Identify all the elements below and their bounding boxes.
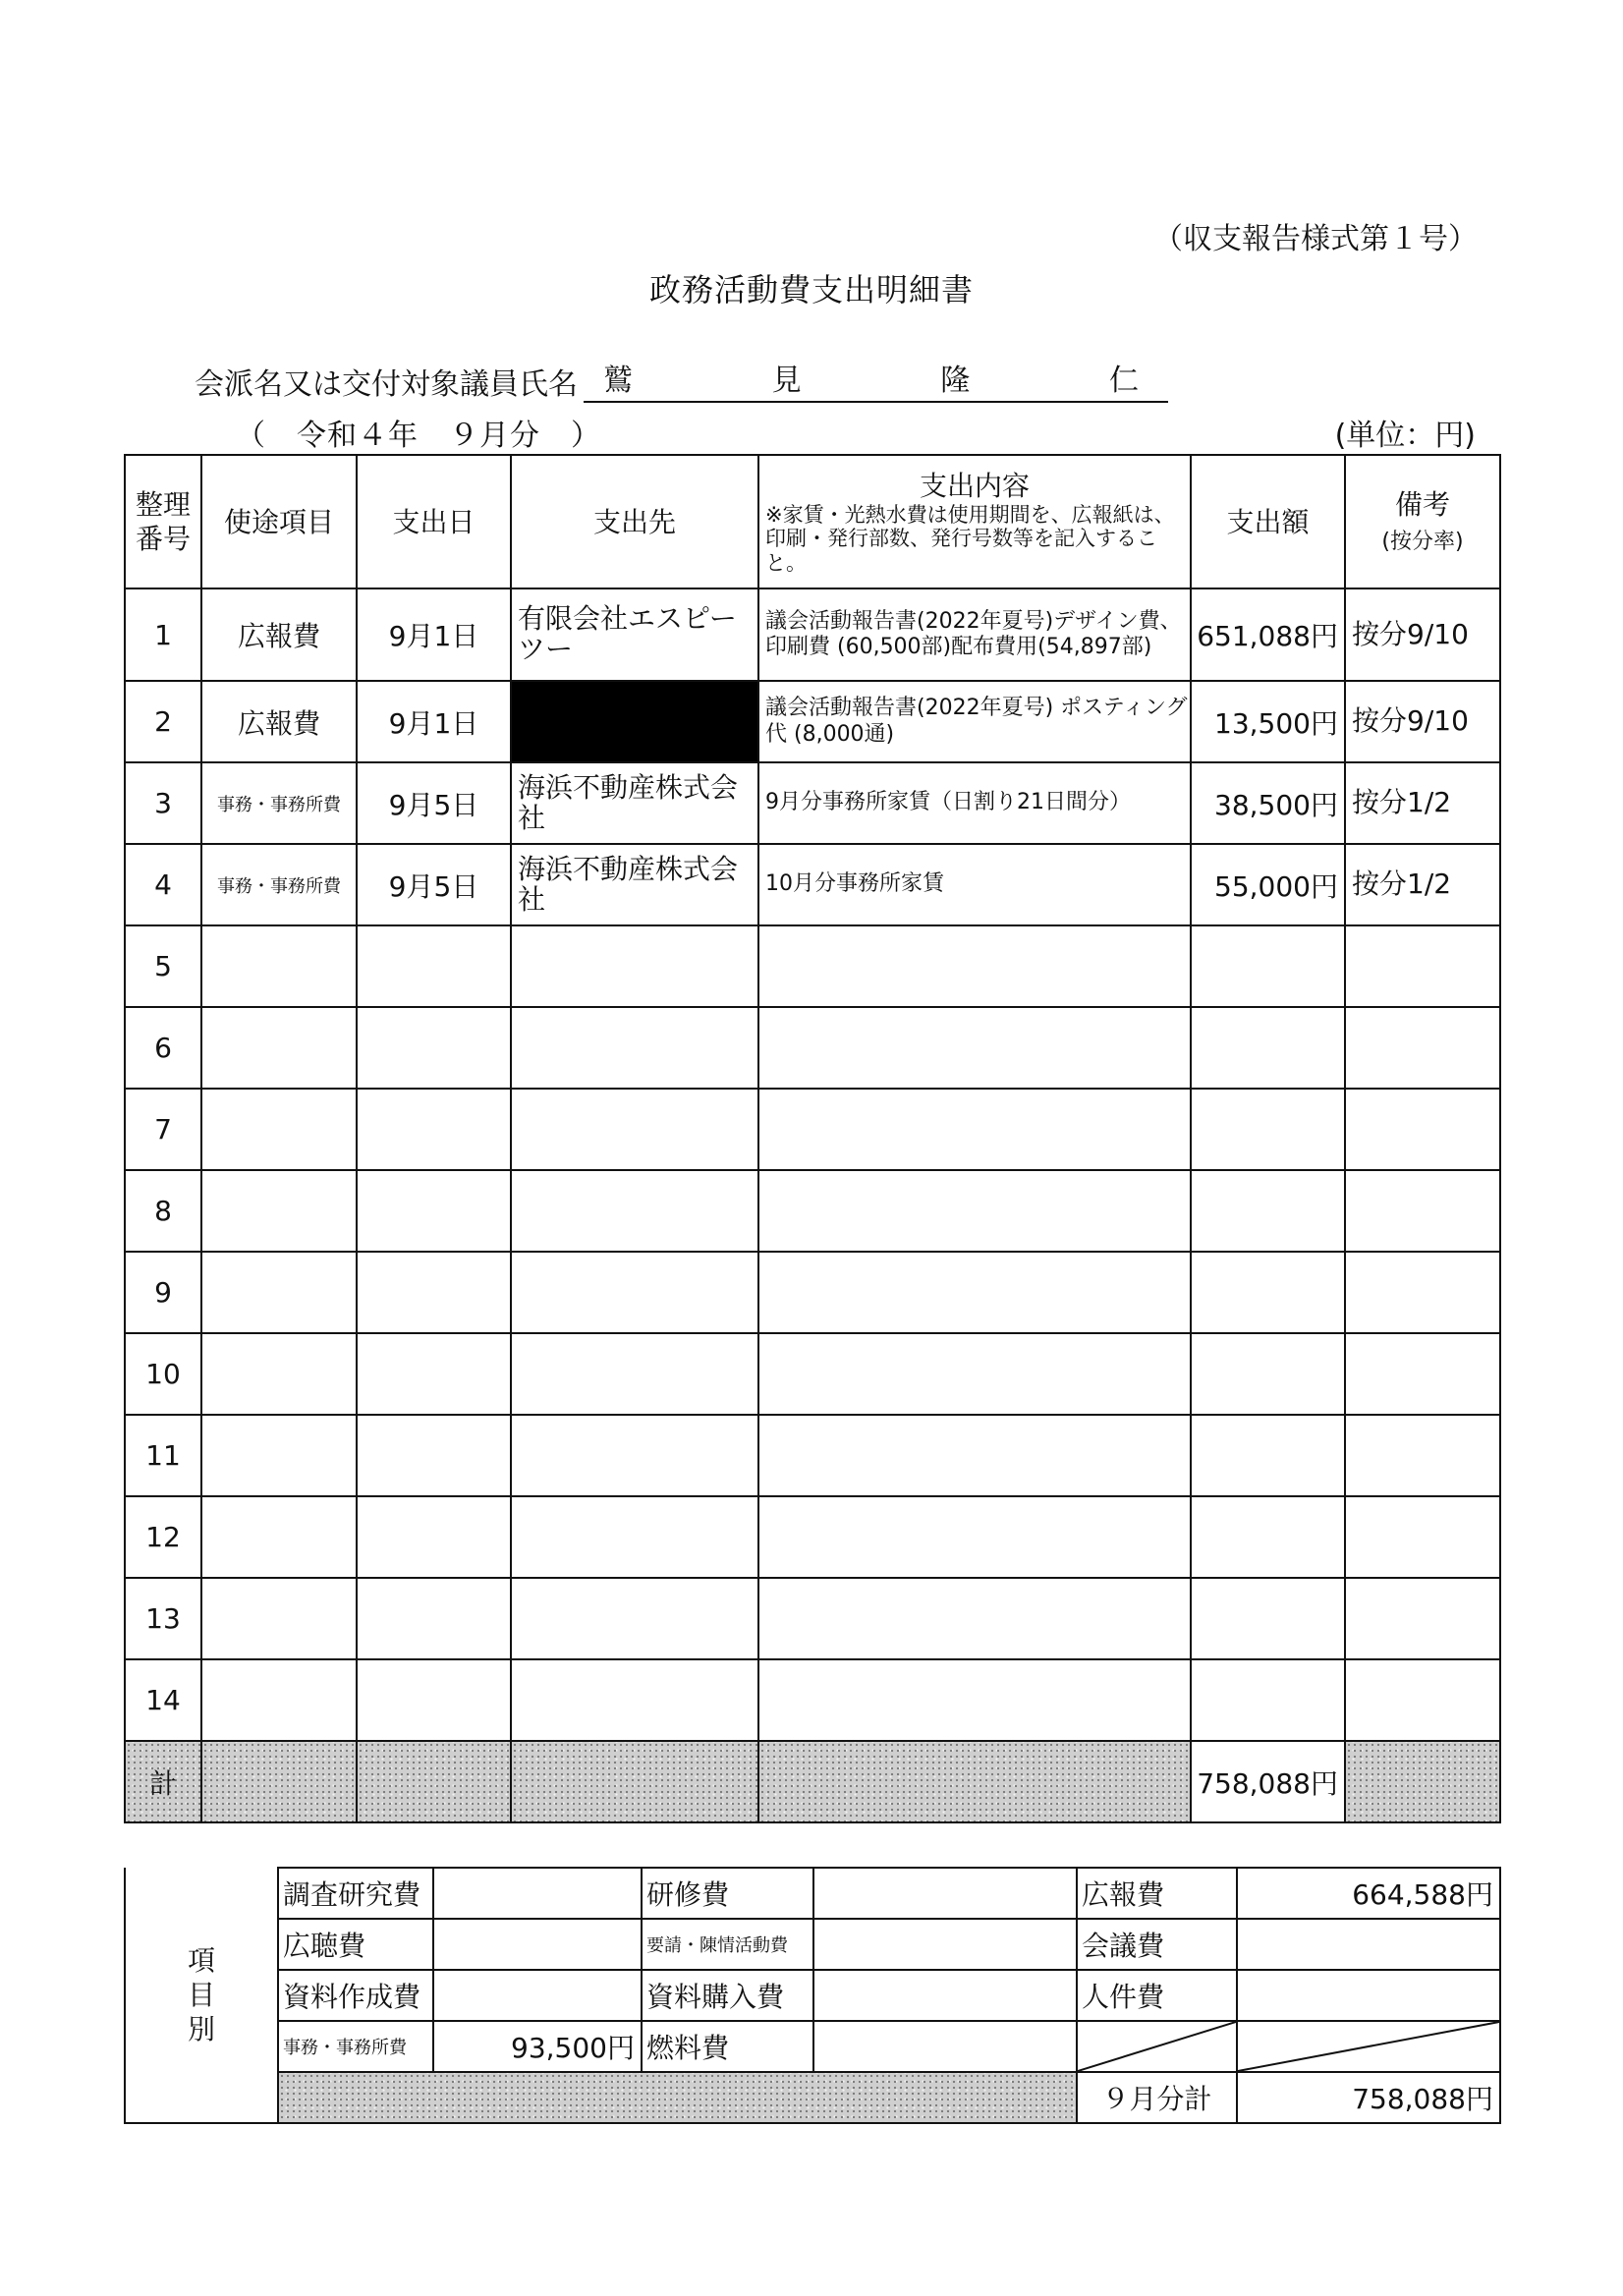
row-amount: 55,000円 <box>1191 844 1345 925</box>
header-amount: 支出額 <box>1191 455 1345 588</box>
row-no: 3 <box>125 762 201 844</box>
summary-pr-value: 664,588円 <box>1237 1868 1500 1919</box>
reporting-period: （ 令和４年 ９月分 ） <box>236 419 601 453</box>
header-content-note: ※家賃・光熱水費は使用期間を、広報紙は、印刷・発行部数、発行号数等を記入すること。 <box>765 503 1175 575</box>
unit-label: (単位：円) <box>1334 419 1476 453</box>
summary-petition-label: 要請・陳情活動費 <box>642 1919 813 1970</box>
summary-materials-make-value <box>433 1970 642 2021</box>
table-row <box>125 1252 1500 1333</box>
row-remarks: 按分1/2 <box>1345 762 1500 844</box>
table-row <box>125 1415 1500 1496</box>
summary-meeting-label: 会議費 <box>1077 1919 1237 1970</box>
row-no: 5 <box>125 925 201 1007</box>
page-title: 政務活動費支出明細書 <box>648 271 974 308</box>
summary-office-label: 事務・事務所費 <box>278 2021 433 2072</box>
summary-materials-buy-label: 資料購入費 <box>642 1970 813 2021</box>
summary-fuel-label: 燃料費 <box>642 2021 813 2072</box>
summary-meeting-value <box>1237 1919 1500 1970</box>
row-amount: 13,500円 <box>1191 681 1345 762</box>
total-label: 計 <box>125 1741 201 1822</box>
table-header-row <box>125 455 1500 588</box>
row-no: 7 <box>125 1089 201 1170</box>
member-name-char: 鷲 <box>603 364 633 398</box>
row-category: 広報費 <box>201 681 357 762</box>
table-row <box>125 588 1500 681</box>
summary-shaded-area <box>278 2072 1077 2123</box>
row-no: 11 <box>125 1415 201 1496</box>
row-no: 12 <box>125 1496 201 1578</box>
row-content: 10月分事務所家賃 <box>758 844 1191 925</box>
header-no: 整理 番号 <box>125 455 201 588</box>
table-row <box>125 1007 1500 1089</box>
row-payee: 海浜不動産株式会社 <box>511 844 758 925</box>
header-remarks: 備考 (按分率) <box>1345 455 1500 588</box>
summary-training-value <box>813 1868 1077 1919</box>
row-date: 9月5日 <box>357 762 511 844</box>
row-no: 6 <box>125 1007 201 1089</box>
member-name <box>584 356 1168 403</box>
header-content-title: 支出内容 <box>919 470 1030 503</box>
summary-hearing-value <box>433 1919 642 1970</box>
header-date: 支出日 <box>357 455 511 588</box>
summary-materials-make-label: 資料作成費 <box>278 1970 433 2021</box>
row-no: 1 <box>125 588 201 681</box>
row-payee: 海浜不動産株式会社 <box>511 762 758 844</box>
row-no: 4 <box>125 844 201 925</box>
row-date: 9月5日 <box>357 844 511 925</box>
row-category: 事務・事務所費 <box>201 844 357 925</box>
row-no: 13 <box>125 1578 201 1659</box>
member-name-row <box>195 356 1168 403</box>
expense-table <box>124 454 1501 1823</box>
row-no: 2 <box>125 681 201 762</box>
summary-blank-diagonal <box>1237 2021 1500 2072</box>
summary-by-category <box>124 1867 1501 2124</box>
row-payee-redacted <box>511 681 758 762</box>
table-row <box>125 1089 1500 1170</box>
summary-personnel-label: 人件費 <box>1077 1970 1237 2021</box>
summary-blank-diagonal <box>1077 2021 1237 2072</box>
summary-training-label: 研修費 <box>642 1868 813 1919</box>
row-date: 9月1日 <box>357 681 511 762</box>
row-category: 広報費 <box>201 588 357 681</box>
row-content: 議会活動報告書(2022年夏号) ポスティング代 (8,000通) <box>758 681 1191 762</box>
table-row <box>125 1170 1500 1252</box>
row-no: 10 <box>125 1333 201 1415</box>
row-remarks: 按分9/10 <box>1345 681 1500 762</box>
table-row <box>125 1578 1500 1659</box>
row-category: 事務・事務所費 <box>201 762 357 844</box>
member-label: 会派名又は交付対象議員氏名 <box>195 367 578 402</box>
summary-office-value: 93,500円 <box>433 2021 642 2072</box>
header-category: 使途項目 <box>201 455 357 588</box>
summary-research-label: 調査研究費 <box>278 1868 433 1919</box>
row-remarks: 按分1/2 <box>1345 844 1500 925</box>
summary-month-total-label: ９月分計 <box>1077 2072 1237 2123</box>
summary-research-value <box>433 1868 642 1919</box>
row-no: 9 <box>125 1252 201 1333</box>
table-row <box>125 1496 1500 1578</box>
row-content: 議会活動報告書(2022年夏号)デザイン費、印刷費 (60,500部)配布費用(54,897部) <box>758 588 1191 681</box>
summary-month-total-value: 758,088円 <box>1237 2072 1500 2123</box>
total-amount: 758,088円 <box>1191 1741 1345 1822</box>
member-name-char: 見 <box>771 364 802 398</box>
summary-fuel-value <box>813 2021 1077 2072</box>
summary-personnel-value <box>1237 1970 1500 2021</box>
header-payee: 支出先 <box>511 455 758 588</box>
row-no: 8 <box>125 1170 201 1252</box>
table-row <box>125 1333 1500 1415</box>
row-amount: 651,088円 <box>1191 588 1345 681</box>
header-content <box>758 455 1191 588</box>
summary-materials-buy-value <box>813 1970 1077 2021</box>
summary-section-label: 項 目 別 <box>125 1868 278 2123</box>
row-remarks: 按分9/10 <box>1345 588 1500 681</box>
summary-petition-value <box>813 1919 1077 1970</box>
member-name-char: 隆 <box>940 364 971 398</box>
table-row <box>125 925 1500 1007</box>
table-row <box>125 1659 1500 1741</box>
row-date: 9月1日 <box>357 588 511 681</box>
row-amount: 38,500円 <box>1191 762 1345 844</box>
total-row <box>125 1741 1500 1822</box>
table-row <box>125 844 1500 925</box>
row-no: 14 <box>125 1659 201 1741</box>
row-payee: 有限会社エスピーツー <box>511 588 758 681</box>
table-row <box>125 762 1500 844</box>
form-type-label: （収支報告様式第１号） <box>1153 222 1478 256</box>
summary-pr-label: 広報費 <box>1077 1868 1237 1919</box>
row-content: 9月分事務所家賃（日割り21日間分） <box>758 762 1191 844</box>
member-name-char: 仁 <box>1108 364 1139 398</box>
table-row <box>125 681 1500 762</box>
summary-hearing-label: 広聴費 <box>278 1919 433 1970</box>
